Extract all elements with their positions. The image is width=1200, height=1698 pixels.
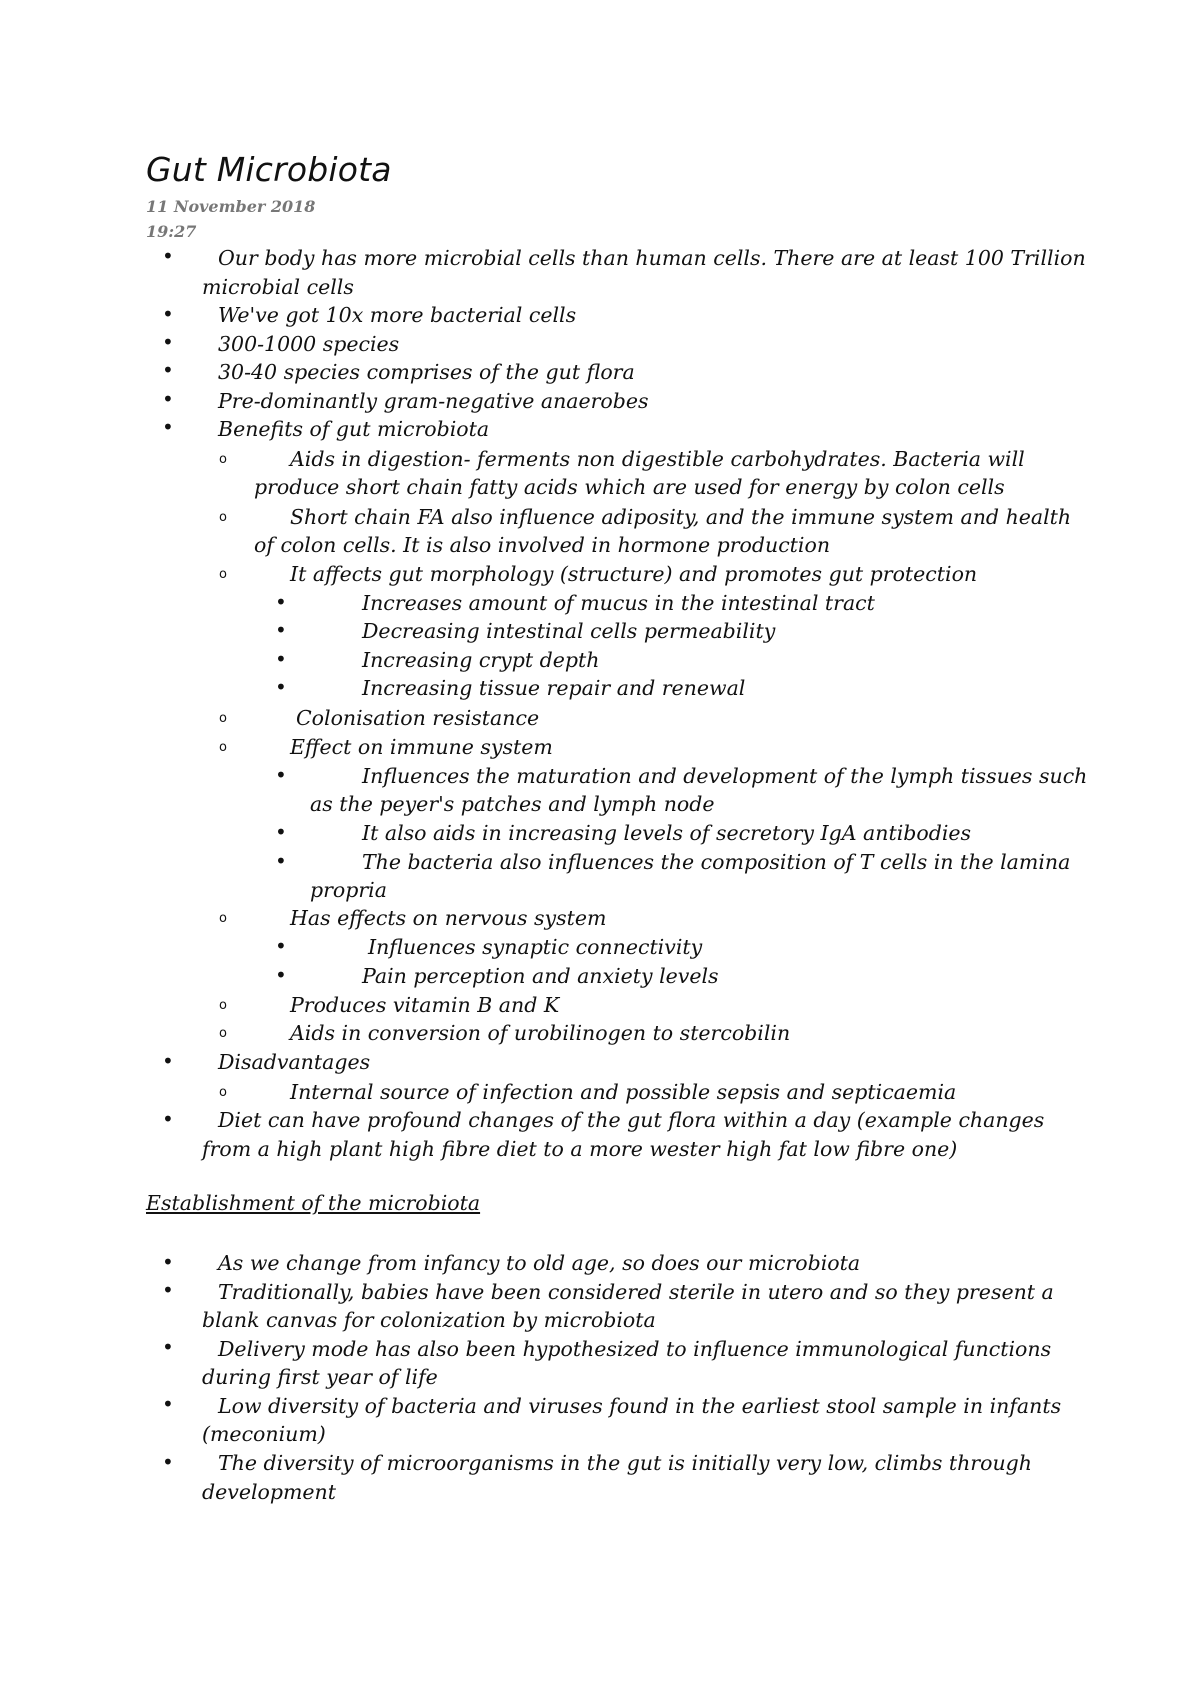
sub-sub-list-item: Pain perception and anxiety levels: [362, 964, 719, 988]
sub-sub-bullet-icon: •: [275, 647, 287, 671]
sub-list-item: Aids in conversion of urobilinogen to stercobilin: [290, 1021, 791, 1045]
bullet-icon: •: [162, 330, 174, 354]
sub-sub-list-item: The bacteria also influences the composition of T cells in the lamina: [362, 850, 1071, 874]
note-time: 19:27: [146, 222, 197, 241]
list-item-continuation: development: [202, 1480, 337, 1504]
sub-list-item: Aids in digestion- ferments non digestible carbohydrates. Bacteria will: [290, 447, 1025, 471]
list-item: Traditionally, babies have been considered sterile in utero and so they present a: [218, 1280, 1054, 1304]
list-item: Disadvantages: [218, 1050, 371, 1074]
sub-list-item: Colonisation resistance: [296, 706, 540, 730]
bullet-icon: •: [162, 358, 174, 382]
bullet-icon: •: [162, 387, 174, 411]
list-item: 300-1000 species: [218, 332, 400, 356]
sub-list-item-continuation: produce short chain fatty acids which are used for energy by colon cells: [254, 475, 1005, 499]
list-item: Pre-dominantly gram-negative anaerobes: [218, 389, 649, 413]
bullet-icon: •: [162, 1107, 174, 1131]
bullet-icon: •: [162, 1335, 174, 1359]
sub-list-item: Short chain FA also influence adiposity, and the immune system and health: [290, 505, 1072, 529]
bullet-icon: •: [162, 1278, 174, 1302]
sub-sub-bullet-icon: •: [275, 618, 287, 642]
list-item: Benefits of gut microbiota: [218, 417, 490, 441]
sub-bullet-icon: o: [219, 510, 227, 525]
sub-bullet-icon: o: [219, 1085, 227, 1100]
section-heading: Establishment of the microbiota: [146, 1191, 481, 1215]
bullet-icon: •: [162, 244, 174, 268]
sub-sub-bullet-icon: •: [275, 963, 287, 987]
sub-list-item: Has effects on nervous system: [290, 906, 607, 930]
sub-bullet-icon: o: [219, 567, 227, 582]
sub-bullet-icon: o: [219, 911, 227, 926]
sub-sub-list-item: Increasing tissue repair and renewal: [362, 676, 746, 700]
bullet-icon: •: [162, 302, 174, 326]
list-item: 30-40 species comprises of the gut flora: [218, 360, 635, 384]
sub-sub-list-item: It also aids in increasing levels of secretory IgA antibodies: [362, 821, 972, 845]
sub-bullet-icon: o: [219, 711, 227, 726]
list-item: We've got 10x more bacterial cells: [218, 303, 577, 327]
sub-list-item: It affects gut morphology (structure) and promotes gut protection: [290, 562, 978, 586]
sub-sub-bullet-icon: •: [275, 849, 287, 873]
bullet-icon: •: [162, 1250, 174, 1274]
bullet-icon: •: [162, 1049, 174, 1073]
list-item-continuation: blank canvas for colonization by microbiota: [202, 1308, 656, 1332]
list-item-continuation: microbial cells: [202, 275, 354, 299]
sub-bullet-icon: o: [219, 1026, 227, 1041]
sub-sub-list-item: Influences the maturation and development of the lymph tissues such: [362, 764, 1088, 788]
bullet-icon: •: [162, 415, 174, 439]
page-title: Gut Microbiota: [146, 150, 392, 189]
sub-list-item-continuation: of colon cells. It is also involved in hormone production: [254, 533, 831, 557]
sub-sub-bullet-icon: •: [275, 675, 287, 699]
sub-sub-bullet-icon: •: [275, 590, 287, 614]
list-item: Low diversity of bacteria and viruses found in the earliest stool sample in infants: [218, 1394, 1062, 1418]
sub-bullet-icon: o: [219, 740, 227, 755]
sub-sub-list-item: Increasing crypt depth: [362, 648, 600, 672]
sub-sub-list-item: Increases amount of mucus in the intestinal tract: [362, 591, 875, 615]
sub-sub-bullet-icon: •: [275, 934, 287, 958]
note-date: 11 November 2018: [146, 197, 316, 216]
sub-sub-list-item: Influences synaptic connectivity: [368, 935, 703, 959]
list-item: Our body has more microbial cells than human cells. There are at least 100 Trillion: [218, 246, 1086, 270]
sub-sub-list-item-continuation: as the peyer's patches and lymph node: [310, 792, 715, 816]
list-item: As we change from infancy to old age, so does our microbiota: [218, 1251, 861, 1275]
bullet-icon: •: [162, 1392, 174, 1416]
sub-sub-bullet-icon: •: [275, 763, 287, 787]
sub-list-item: Effect on immune system: [290, 735, 553, 759]
sub-bullet-icon: o: [219, 998, 227, 1013]
sub-bullet-icon: o: [219, 452, 227, 467]
sub-sub-list-item-continuation: propria: [310, 878, 387, 902]
list-item: Delivery mode has also been hypothesized to influence immunological functions: [218, 1337, 1052, 1361]
list-item: Diet can have profound changes of the gut flora within a day (example changes: [218, 1108, 1045, 1132]
sub-list-item: Produces vitamin B and K: [290, 993, 560, 1017]
list-item: The diversity of microorganisms in the gut is initially very low, climbs through: [218, 1451, 1032, 1475]
sub-sub-list-item: Decreasing intestinal cells permeability: [362, 619, 776, 643]
sub-list-item: Internal source of infection and possible sepsis and septicaemia: [290, 1080, 957, 1104]
sub-sub-bullet-icon: •: [275, 820, 287, 844]
list-item-continuation: from a high plant high fibre diet to a more wester high fat low fibre one): [202, 1137, 958, 1161]
list-item-continuation: (meconium): [202, 1422, 326, 1446]
list-item-continuation: during first year of life: [202, 1365, 438, 1389]
bullet-icon: •: [162, 1450, 174, 1474]
